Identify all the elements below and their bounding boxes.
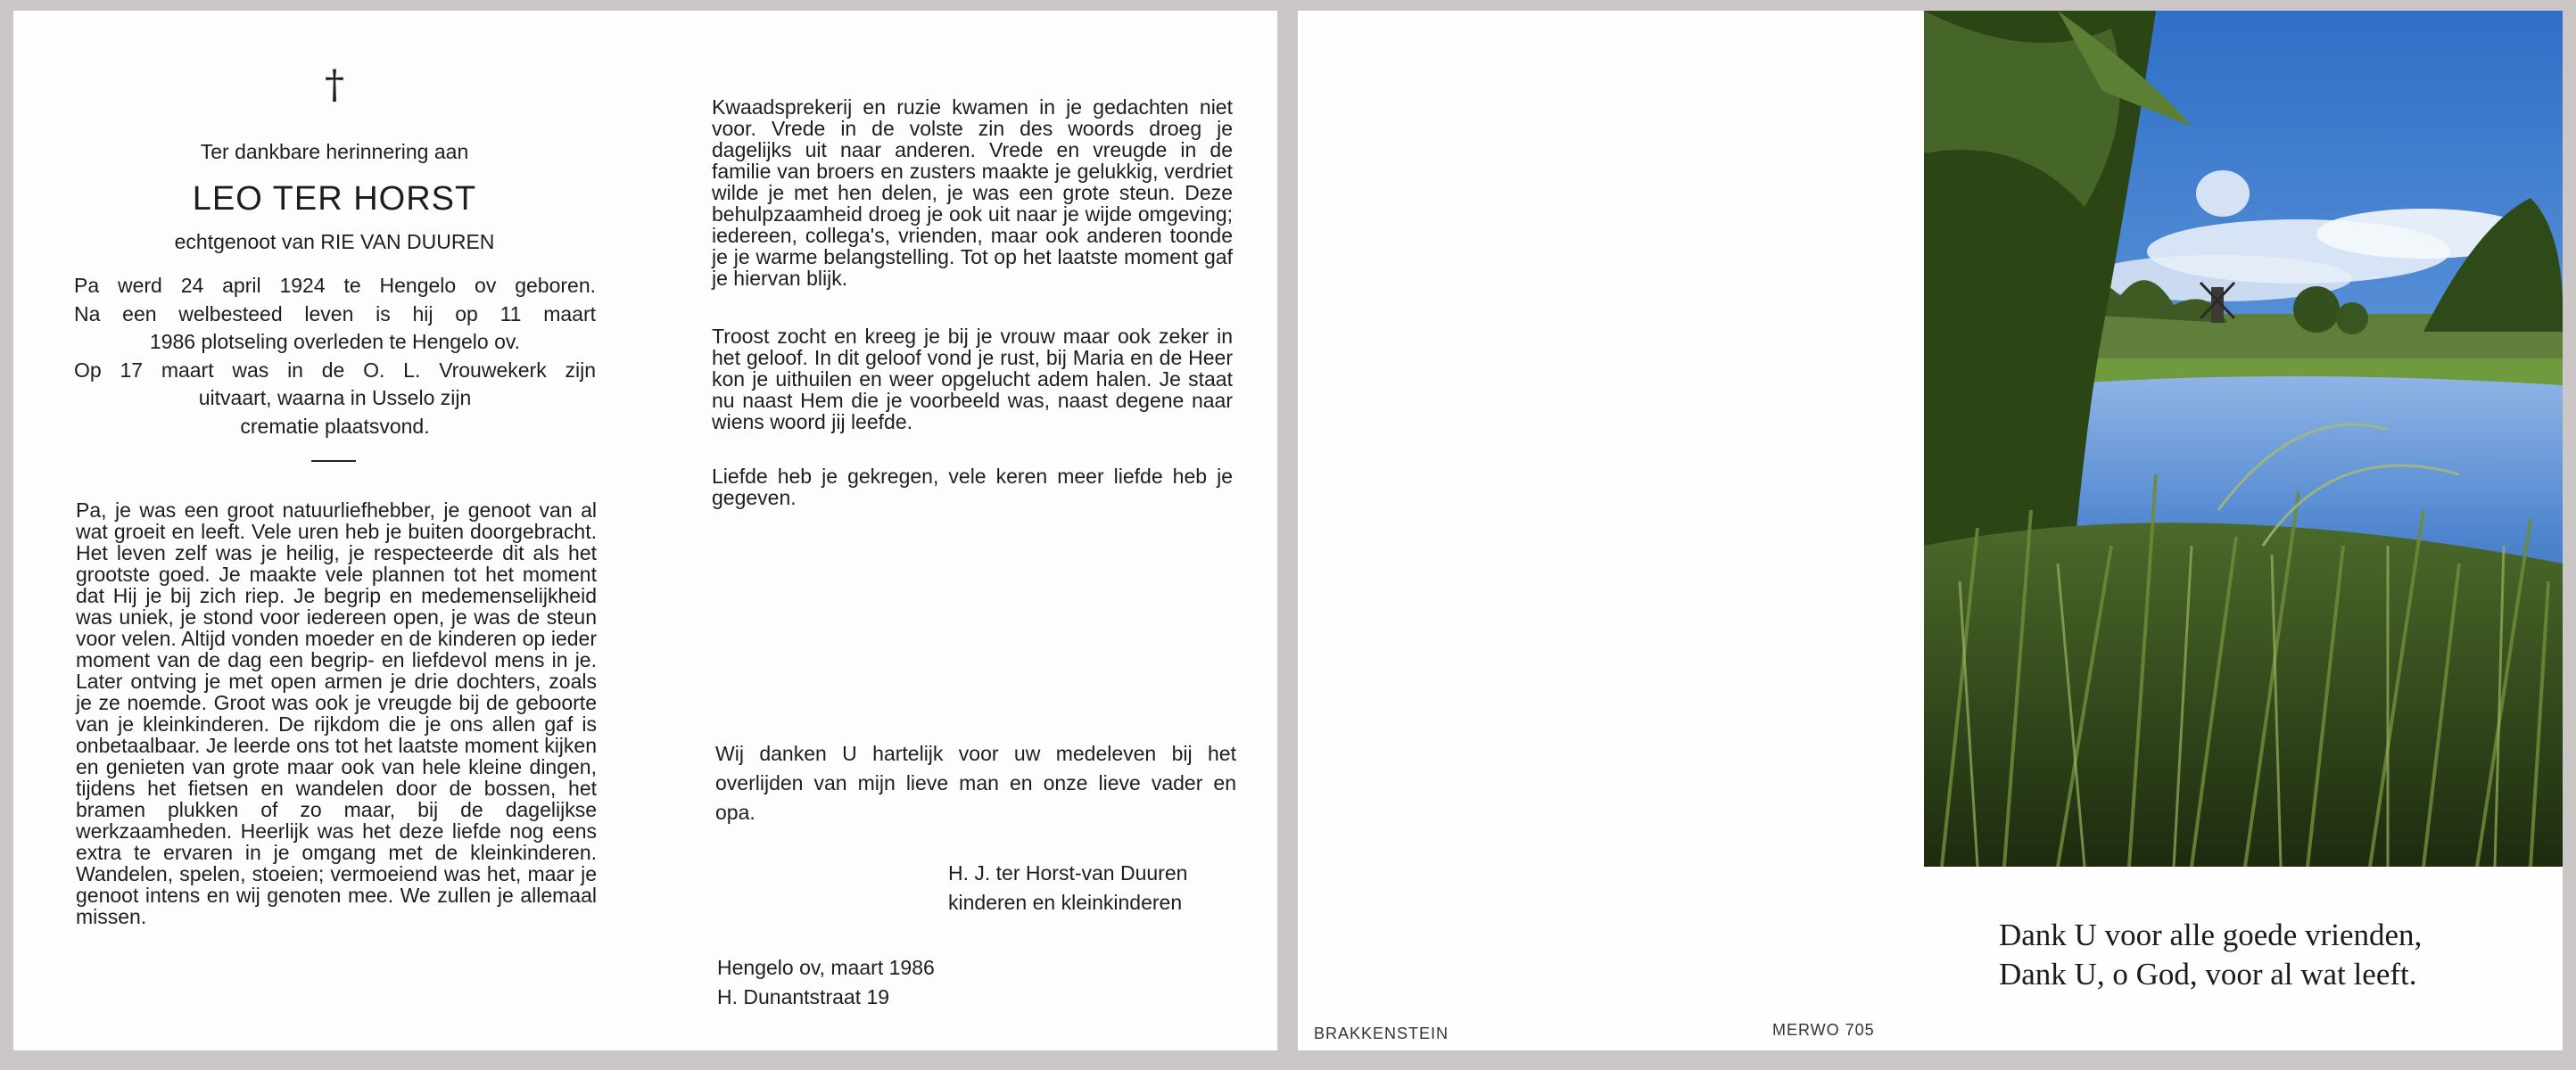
signature-line: kinderen en kleinkinderen xyxy=(948,891,1183,914)
spouse-line: echtgenoot van RIE VAN DUUREN xyxy=(174,230,495,253)
dedication-line: Ter dankbare herinnering aan xyxy=(200,140,469,163)
verse-line: Dank U, o God, voor al wat leeft. xyxy=(1999,957,2417,992)
tribute-text: Kwaadsprekerij en ruzie kwamen in je gedachten niet voor. Vrede in de volste zin des woords droeg je dagelijks uit naar anderen. Vrede en vreugde in de familie van broers en zusters maakte je gelukkig, verdriet wilde je met hen delen, je was een grote steun. Deze behulpzaamheid droeg je ook uit naar je wijde omgeving; iedereen, collega's, vrienden, maar ook anderen toonde je je warme belangstelling. Tot op het laatste moment gaf je hiervan blijk. xyxy=(712,95,1233,290)
cross-icon: † xyxy=(325,62,344,108)
bio-line: uitvaart, waarna in Usselo zijn xyxy=(198,386,472,409)
landscape-photo xyxy=(1924,11,2563,867)
address: H. Dunantstraat 19 xyxy=(717,985,890,1008)
verse xyxy=(1999,916,2422,994)
place-and-address xyxy=(717,953,935,1012)
divider xyxy=(311,460,356,462)
deceased-name: LEO TER HORST xyxy=(192,180,477,218)
thank-you-text: Wij danken U hartelijk voor uw medeleven bij het overlijden van mijn lieve man en onze lieve vader en opa. xyxy=(715,742,1236,824)
bio-line: crematie plaatsvond. xyxy=(240,414,430,438)
tribute-text: Troost zocht en kreeg je bij je vrouw maar ook zeker in het geloof. In dit geloof vond je rust, bij Maria en de Heer kon je uithuilen en weer opgelucht adem halen. Je staat nu naast Hem die je voorbeeld was, naast degene naar wiens woord jij leefde. xyxy=(712,325,1233,433)
bio-line: Op 17 maart was in de O. L. Vrouwekerk zijn xyxy=(74,358,596,382)
model-code: MERWO 705 xyxy=(1772,1021,1875,1039)
bio-line: Na een welbesteed leven is hij op 11 maart xyxy=(74,301,596,325)
landscape-photo-art xyxy=(1924,11,2563,867)
tribute-text: Liefde heb je gekregen, vele keren meer liefde heb je gegeven. xyxy=(712,465,1233,509)
bio-line: Pa werd 24 april 1924 te Hengelo ov geboren. xyxy=(74,274,596,297)
tribute-paragraph xyxy=(712,465,1233,508)
tribute-paragraph xyxy=(712,96,1233,289)
tribute-paragraph xyxy=(712,325,1233,432)
bio-line: 1986 plotseling overleden te Hengelo ov. xyxy=(149,330,521,353)
place-date: Hengelo ov, maart 1986 xyxy=(717,956,935,979)
signature-line: H. J. ter Horst-van Duuren xyxy=(948,861,1188,885)
card-inside-page xyxy=(13,11,1277,1050)
signature-block xyxy=(948,859,1187,918)
verse-line: Dank U voor alle goede vrienden, xyxy=(1999,918,2423,952)
publisher-imprint: BRAKKENSTEIN xyxy=(1314,1025,1449,1042)
card-back-page xyxy=(1298,11,2563,1050)
tribute-paragraph xyxy=(76,499,597,927)
tribute-text: Pa, je was een groot natuurliefhebber, je genoot van al wat groeit en leeft. Vele uren heb je buiten doorgebracht. Het leven zelf was je heilig, je respecteerde dit als het grootste goed. Je maakte vele plannen tot het moment dat Hij je bij zich riep. Je begrip en medemenselijkheid was uniek, je stond voor iedereen open, je was de steun voor velen. Altijd vonden moeder en de kinderen op ieder moment van de dag een begrip- en liefdevol mens in je. Later ontving je met open armen je drie dochters, zoals je ze noemde. Groot was ook je vreugde bij de geboorte van je kleinkinderen. De rijkdom die je ons allen gaf is onbetaalbaar. Je leerde ons tot het laatste moment kijken en genieten van grote maar ook van hele kleine dingen, tijdens het fietsen en wandelen door de bossen, het bramen plukken of zo maar, bij de dagelijkse werkzaamheden. Heerlijk was het deze liefde nog eens extra te ervaren in je omgang met de kleinkinderen. Wandelen, spelen, stoeien; vermoeiend was het, maar je genoot intens en wij genoten mee. We zullen je allemaal missen. xyxy=(76,498,597,928)
biography-intro xyxy=(74,272,596,440)
